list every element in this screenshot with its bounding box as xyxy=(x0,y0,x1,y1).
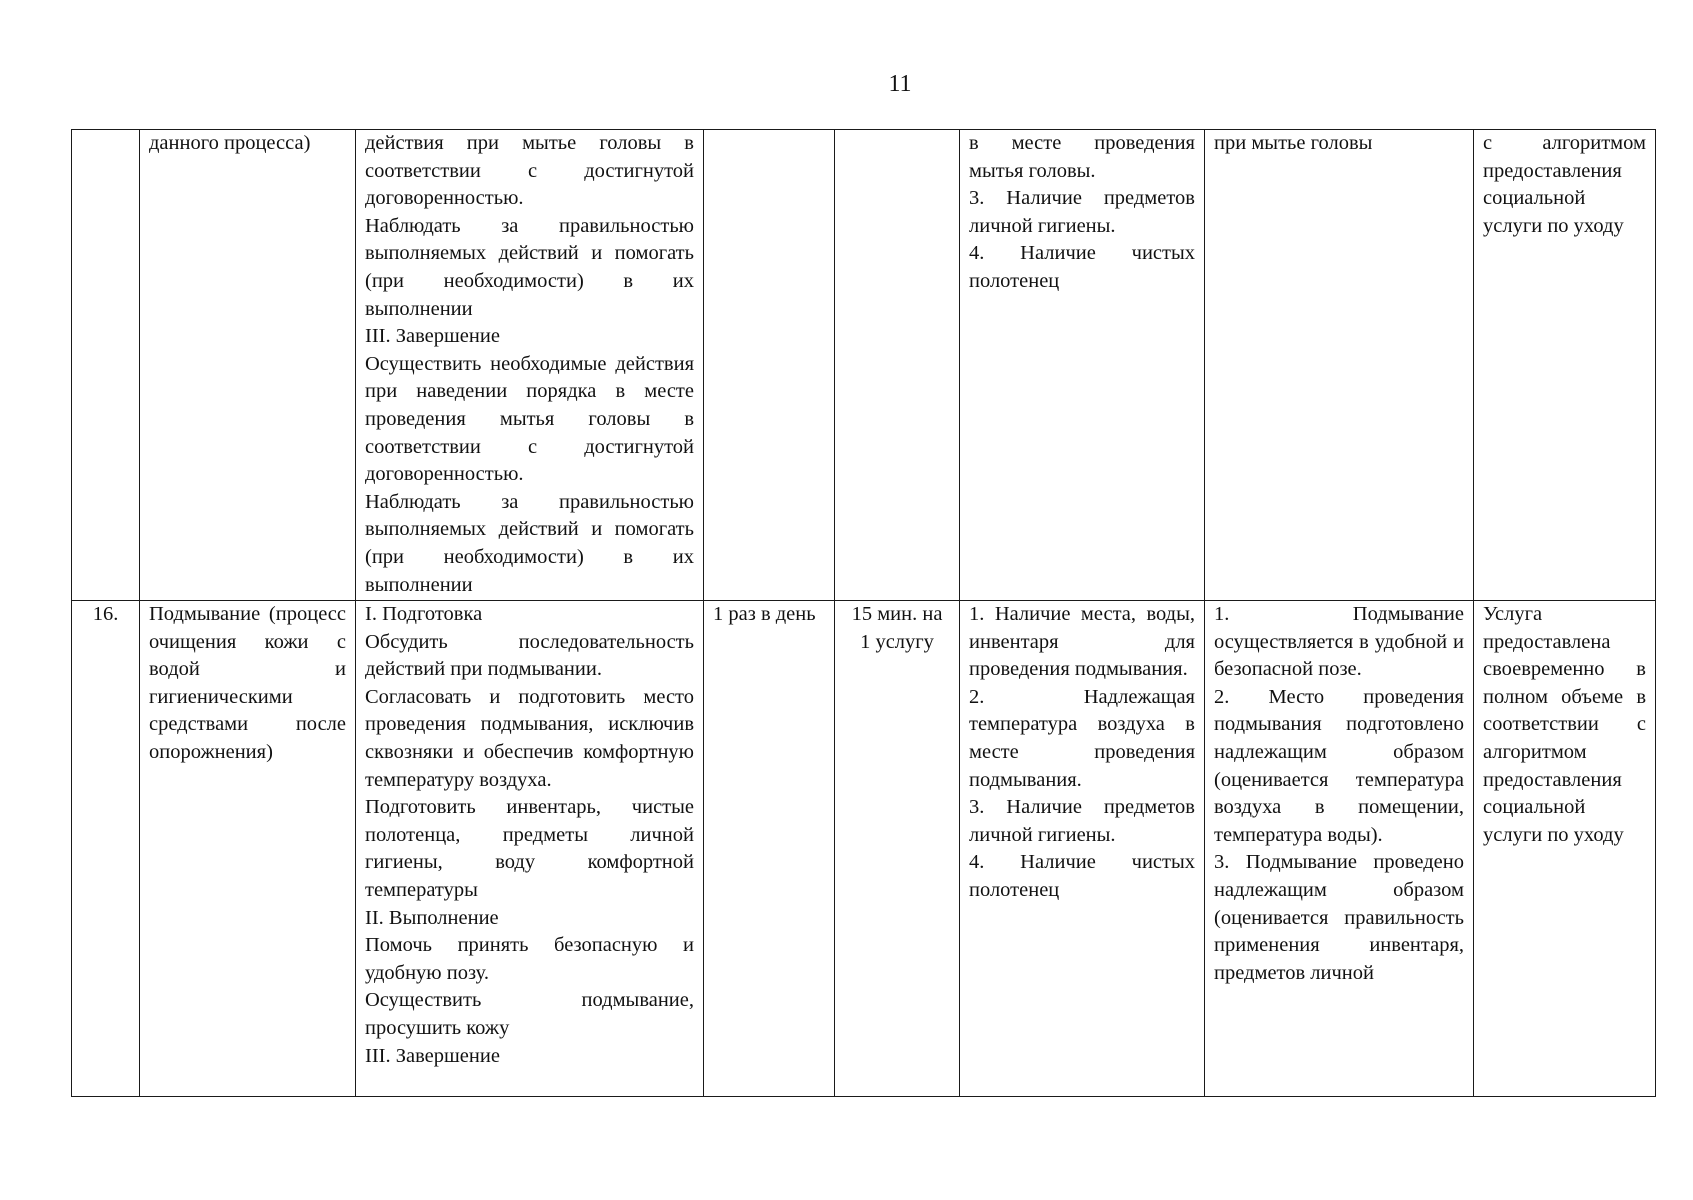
condition-line: 4. Наличие чистых полотенец xyxy=(969,242,1195,292)
page-number: 11 xyxy=(888,71,912,97)
step-line: Наблюдать за правильностью выполняемых действий и помогать (при необходимости) в их выполнении xyxy=(365,490,694,596)
quality-line: при мытье головы xyxy=(1214,132,1373,154)
condition-line: 2. Надлежащая температура воздуха в месте проведения подмывания. xyxy=(969,685,1195,791)
step-heading: III. Завершение xyxy=(365,325,500,348)
condition-line: 3. Наличие предметов личной гигиены. xyxy=(969,796,1195,846)
condition-line: 4. Наличие чистых полотенец xyxy=(969,851,1195,901)
service-steps-cell xyxy=(356,601,704,1097)
step-line: Осуществить необходимые действия при наведении порядка в месте проведения мытья головы в соответствии с достигнутой договоренностью. xyxy=(365,352,694,486)
periodicity-cell xyxy=(704,130,835,601)
time-cell: 15 мин. на 1 услугу xyxy=(835,601,960,1097)
service-name-cell: данного процесса) xyxy=(140,130,356,601)
row-number-cell xyxy=(72,130,140,601)
step-line: Наблюдать за правильностью выполняемых действий и помогать (при необходимости) в их выполнении xyxy=(365,214,694,320)
service-table xyxy=(71,129,1656,1097)
step-heading: I. Подготовка xyxy=(365,603,483,625)
quality-line: 1. Подмывание осуществляется в удобной и безопасной позе. xyxy=(1214,603,1464,681)
step-heading: II. Выполнение xyxy=(365,906,499,929)
step-line: Осуществить подмывание, просушить кожу xyxy=(365,989,694,1039)
condition-line: в месте проведения мытья головы. xyxy=(969,132,1195,182)
quality-cell xyxy=(1205,601,1474,1097)
quality-line: 2. Место проведения подмывания подготовлено надлежащим образом (оценивается температура воздуха в помещении, температура воды). xyxy=(1214,685,1464,846)
service-name-cell: Подмывание (процесс очищения кожи с водой и гигиеническими средствами после опорожнения) xyxy=(140,601,356,1097)
conditions-cell xyxy=(960,601,1205,1097)
quality-cell xyxy=(1205,130,1474,601)
step-line: Обсудить последовательность действий при подмывании. xyxy=(365,630,694,681)
service-steps-cell xyxy=(356,130,704,601)
step-line: Согласовать и подготовить место проведения подмывания, исключив сквозняки и обеспечив комфортную температуру воздуха. xyxy=(365,685,694,791)
result-cell: с алгоритмом предоставления социальной услуги по уходу xyxy=(1474,130,1656,601)
row-number-cell: 16. xyxy=(72,601,140,1097)
quality-line: 3. Подмывание проведено надлежащим образом (оценивается правильность применения инвентаря, предметов личной xyxy=(1214,851,1464,984)
step-heading: III. Завершение xyxy=(365,1044,500,1067)
time-cell xyxy=(835,130,960,601)
step-line: Помочь принять безопасную и удобную позу. xyxy=(365,934,694,984)
step-line: действия при мытье головы в соответствии с достигнутой договоренностью. xyxy=(365,132,694,210)
result-cell: Услуга предоставлена своевременно в полном объеме в соответствии с алгоритмом предоставления социальной услуги по уходу xyxy=(1474,601,1656,1097)
periodicity-cell: 1 раз в день xyxy=(704,601,835,1097)
table-row-16 xyxy=(72,601,1656,1097)
conditions-cell xyxy=(960,130,1205,601)
step-line: Подготовить инвентарь, чистые полотенца, предметы личной гигиены, воду комфортной температуры xyxy=(365,796,694,901)
condition-line: 3. Наличие предметов личной гигиены. xyxy=(969,187,1195,237)
table-row-continued xyxy=(72,130,1656,601)
condition-line: 1. Наличие места, воды, инвентаря для проведения подмывания. xyxy=(969,603,1195,681)
